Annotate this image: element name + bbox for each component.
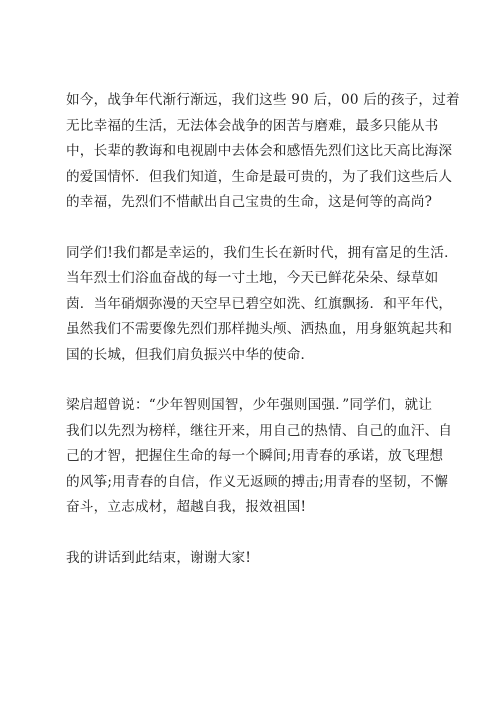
paragraph-3-line-5: 奋斗，立志成材，超越自我，报效祖国!: [66, 499, 307, 515]
paragraph-1: [66, 88, 460, 216]
paragraph-3: [66, 393, 453, 521]
paragraph-2-line-4: 虽然我们不需要像先烈们那样抛头颅、洒热血，用身躯筑起共和: [66, 321, 453, 337]
paragraph-1-line-5: 的幸福，先烈们不惜献出自己宝贵的生命，这是何等的高尚?: [66, 194, 433, 210]
paragraph-1-line-4: 的爱国情怀．但我们知道，生命是最可贵的，为了我们这些后人: [66, 168, 453, 185]
paragraph-4-line-1: 我的讲话到此结束，谢谢大家!: [66, 549, 251, 566]
paragraph-2-line-5: 国的长城，但我们肩负振兴中华的使命．: [66, 346, 315, 363]
paragraph-3-line-4: 的风筝;用青春的自信，作义无返顾的搏击;用青春的坚韧，不懈: [66, 473, 448, 490]
paragraph-3-line-3: 己的才智，把握住生命的每一个瞬间;用青春的承诺，放飞理想: [66, 448, 444, 464]
paragraph-2: [66, 241, 458, 369]
paragraph-2-line-3: 茵．当年硝烟弥漫的天空早已碧空如洗、红旗飘扬．和平年代，: [66, 295, 453, 312]
paragraph-3-line-2: 我们以先烈为榜样，继往开来，用自己的热情、自己的血汗、自: [66, 422, 453, 439]
paragraph-2-line-1: 同学们!我们都是幸运的，我们生长在新时代，拥有富足的生活．: [66, 244, 458, 261]
paragraph-3-line-1: 梁启超曾说：“少年智则国智，少年强则国强．”同学们，就让: [66, 397, 433, 413]
paragraph-1-line-3: 中，长辈的教诲和电视剧中去体会和感悟先烈们这比天高比海深: [66, 143, 453, 159]
paragraph-1-line-1: 如今，战争年代渐行渐远，我们这些 90 后，00 后的孩子，过着: [66, 92, 460, 108]
paragraph-2-line-2: 当年烈士们浴血奋战的每一寸土地，今天已鲜花朵朵、绿草如: [66, 270, 439, 286]
speech-body: [66, 88, 460, 571]
paragraph-4: [66, 546, 432, 572]
paragraph-1-line-2: 无比幸福的生活，无法体会战争的困苦与磨难，最多只能从书: [66, 117, 439, 134]
